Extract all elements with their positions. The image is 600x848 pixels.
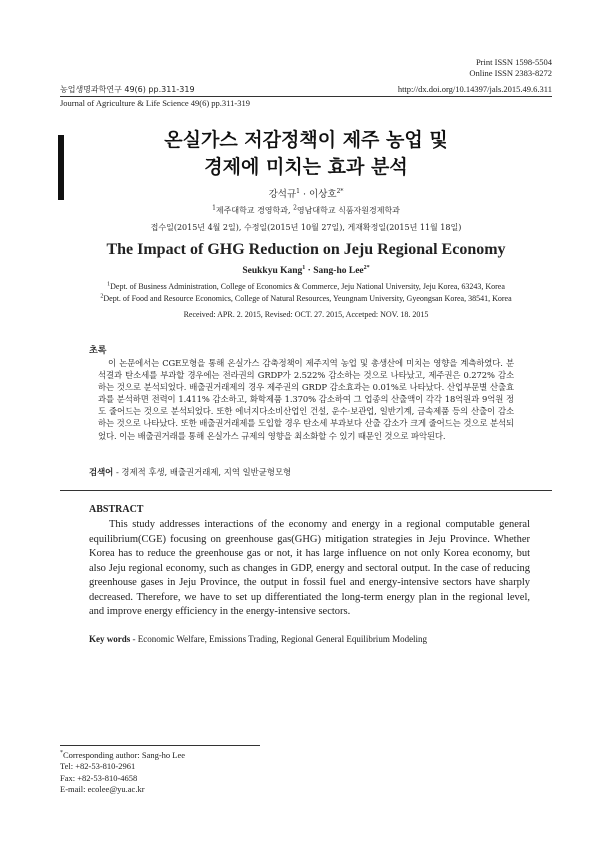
author1-en: Seukkyu Kang [242, 266, 303, 276]
author2-ko: 이상호 [309, 189, 337, 200]
abstract-en-heading: ABSTRACT [89, 504, 144, 515]
affiliations-en [60, 281, 552, 305]
title-ko-line1: 온실가스 저감정책이 제주 농업 및 [164, 129, 448, 151]
author-sep-ko: · [299, 189, 310, 200]
footnote-corresponding: Corresponding author: Sang-ho Lee [63, 750, 186, 760]
keywords-ko [89, 466, 291, 478]
author2-ko-sup: 2* [336, 187, 344, 195]
issn-block [469, 57, 552, 79]
aff1-en-line [60, 281, 552, 293]
keywords-en-list: - Economic Welfare, Emissions Trading, Regional General Equilibrium Modeling [130, 634, 428, 644]
footnote-rule [60, 745, 260, 746]
keywords-ko-label: 검색어 [89, 467, 114, 477]
journal-name-ko: 농업생명과학연구 49(6) pp.311-319 [60, 85, 195, 94]
aff2-en-sup: 2 [100, 293, 104, 300]
affiliations-ko [60, 205, 552, 216]
abstract-en-body: This study addresses interactions of the economy and energy in a regional computable general equilibrium(CGE) focusing on greenhouse gas(GHG) mitigation strategies in Jeju Province. Whether Korea has to reduce the greenhouse gas or not, it has large influence on not only Korea economy, but also Jeju regional economy, such as changes in GDP, energy and sectoral output. In the case of reducing greenhouse gases in Jeju Province, the output in fossil fuel and energy-intensive sectors have sharply decreased. Therefore, we have to set up differentiated the long-term energy plan in the regional level, and improve energy efficiency in the energy-intensive sectors. [89, 519, 530, 617]
footnote-fax: Fax: +82-53-810-4658 [60, 772, 138, 783]
author1-ko-sup: 1 [296, 187, 300, 195]
aff2-ko: 영남대학교 식품자원경제학과 [296, 206, 400, 215]
author2-en: Sang-ho Lee [313, 266, 364, 276]
aff2-en-line [60, 293, 552, 305]
footnote [60, 750, 185, 796]
journal-name-en: Journal of Agriculture & Life Science 49(6) pp.311-319 [60, 98, 250, 108]
authors-en [60, 266, 552, 276]
doi-link[interactable]: http://dx.doi.org/10.14397/jals.2015.49.6.311 [397, 84, 552, 94]
header-rule [60, 96, 552, 97]
author1-ko: 강석규 [268, 189, 297, 200]
aff1-en-sup: 1 [107, 281, 111, 288]
journal-header [60, 84, 552, 96]
dates-en: Received: APR. 2. 2015, Revised: OCT. 27. 2015, Accetped: NOV. 18. 2015 [183, 310, 429, 319]
print-issn: Print ISSN 1598-5504 [475, 57, 552, 67]
abstract-ko-heading: 초록 [89, 346, 107, 356]
aff2-en: Dept. of Food and Resource Economics, College of Natural Resources, Yeungnam University, Gyeongsan Korea, 38541, Korea [103, 294, 512, 303]
footnote-line1 [60, 750, 185, 761]
authors-ko [60, 186, 552, 200]
aff1-en: Dept. of Business Administration, College of Economics & Commerce, Jeju National University, Jeju Korea, 63243, Korea [110, 282, 505, 291]
author2-en-sup: 2* [363, 264, 370, 271]
author1-en-sup: 1 [302, 264, 306, 271]
title-ko-line2: 경제에 미치는 효과 분석 [204, 156, 408, 178]
keywords-ko-list: - 경제적 후생, 배출권거래제, 지역 일반균형모형 [113, 467, 292, 477]
keywords-en [89, 634, 427, 644]
footnote-sup: * [60, 750, 63, 757]
footnote-tel: Tel: +82-53-810-2961 [60, 761, 136, 772]
section-divider [60, 490, 552, 491]
author-sep-en: · [305, 266, 314, 276]
keywords-en-label: Key words [89, 634, 131, 644]
dates-ko: 접수일(2015년 4월 2일), 수정일(2015년 10월 27일), 게재확정일(2015년 11월 18일) [150, 223, 462, 232]
aff1-ko: 제주대학교 경영학과, [215, 206, 294, 215]
aff1-ko-sup: 1 [212, 204, 216, 212]
title-en: The Impact of GHG Reduction on Jeju Regional Economy [106, 241, 506, 258]
aff2-ko-sup: 2 [293, 204, 297, 212]
abstract-ko-body: 이 논문에서는 CGE모형을 통해 온실가스 감축정책이 제주지역 농업 및 총생산에 미치는 영향을 계측하였다. 분석결과 탄소세를 부과할 경우에는 전라권의 GRDP가 2.522% 감소하는 것으로 나타났고, 제주권은 0.272% 감소하는 것으로 분석되었다. 배출권거래제의 경우 제주권의 GRDP 감소효과는 0.01%로 나타났다. 산업부문별 산출효과를 분석하면 전력이 1.411% 감소하고, 화학제품 1.370% 감소하여 그 업종의 산출액이 각각 18억원과 9억원 정도 줄어드는 것으로 분석되었다. 또한 에너지다소비산업인 건설, 운수·보관업, 일반기계, 금속제품 등의 산출이 감소하는 것으로 나타났다. 또한 배출권거래제를 도입할 경우 탄소세 부과보다 산출 감소가 크게 줄어드는 것으로 분석되었다. 이는 배출권거래를 통해 온실가스 규제의 영향을 최소화할 수 있기 때문인 것으로 파악된다. [98, 358, 514, 441]
footnote-email[interactable]: E-mail: ecolee@yu.ac.kr [60, 784, 145, 795]
online-issn: Online ISSN 2383-8272 [469, 68, 552, 78]
